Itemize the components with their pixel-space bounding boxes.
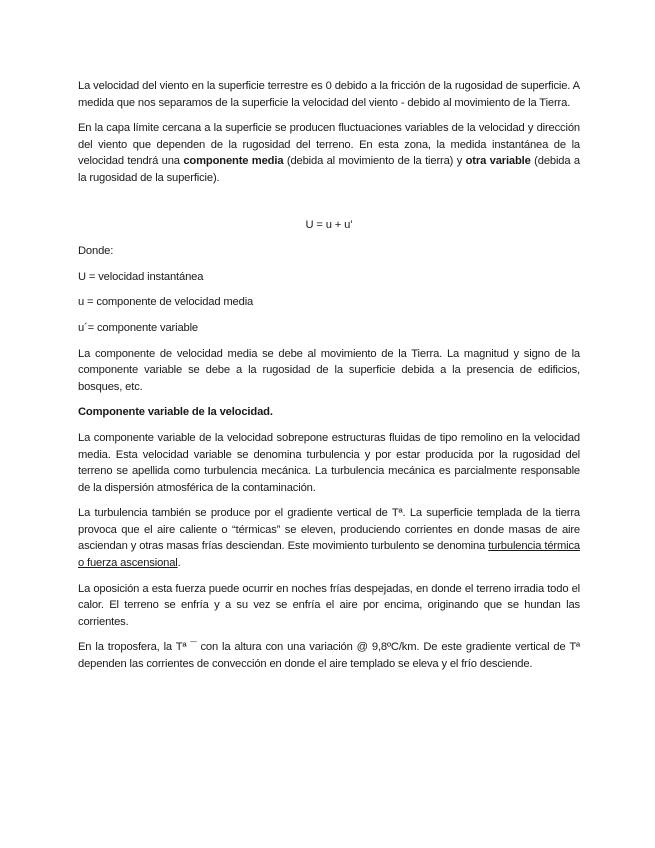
underlined-term: turbulencia térmica o fuerza ascensional — [78, 540, 580, 570]
paragraph-mechanical-turbulence: La componente variable de la velocidad sobrepone estructuras fluidas de tipo remolino en la velocidad media. Esta velocidad variable se denomina turbulencia y por estar producida por la rugosidad del terreno se apellida como turbulencia mecánica. La turbulencia mecánica es parcialmente responsable de la dispersión atmosférica de la contaminación. — [78, 431, 580, 494]
paragraph-wind-surface: La velocidad del viento en la superficie terrestre es 0 debido a la fricción de la rugosidad de superficie. A medida que nos separamos de la superficie la velocidad del viento - debido al movimiento de la Tierra. — [78, 80, 580, 109]
paragraph-troposphere: En la troposfera, la Tª ¯ con la altura con una variación @ 9,8ºC/km. De este gradiente vertical de Tª dependen las corrientes de convección en donde el aire templado se eleva y el frío desciende. — [78, 641, 580, 671]
donde-label: Donde: — [78, 245, 114, 258]
paragraph-components: La componente de velocidad media se debe al movimiento de la Tierra. La magnitud y signo de la componente variable se debe a la rugosidad de la superficie debida a la presencia de edificios, bosques, etc. — [78, 347, 580, 393]
text: . — [177, 557, 181, 570]
text: La turbulencia también se produce por el gradiente vertical de Tª. La superficie templada de la tierra provoca que el aire caliente o “térmicas” se eleven, produciendo corrientes en donde masas de aire asciendan y otras masas frías desciendan. Este movimiento turbulento se denomina — [78, 507, 580, 553]
paragraph-boundary-layer — [78, 120, 580, 186]
text: (debida al movimiento de la tierra) y — [283, 155, 466, 168]
text: En la capa límite cercana a la superficie se producen fluctuaciones variables de la velocidad y dirección del viento que dependen de la rugosidad del terreno. En esta zona, la medida instantánea de la velocidad tendrá una — [78, 122, 580, 168]
bold-term-mean-component: componente media — [183, 155, 284, 168]
text: (debida a la rugosidad de la superficie). — [78, 155, 580, 184]
definition-u-prime: u´= componente variable — [78, 321, 199, 334]
section-heading — [78, 404, 580, 421]
paragraph-clear-nights: La oposición a esta fuerza puede ocurrir en noches frías despejadas, en donde el terreno irradia todo el calor. El terreno se enfría y a su vez se enfría el aire por encima, originando que se hundan las corrientes. — [78, 582, 580, 628]
paragraph-thermal-turbulence — [78, 505, 580, 571]
definition-u: u = componente de velocidad media — [78, 296, 254, 309]
heading-text: Componente variable de la velocidad. — [78, 406, 273, 419]
equation: U = u + u’ — [305, 218, 353, 231]
definition-U: U = velocidad instantánea — [78, 270, 204, 283]
document-page — [78, 78, 580, 682]
bold-term-variable: otra variable — [465, 155, 531, 168]
